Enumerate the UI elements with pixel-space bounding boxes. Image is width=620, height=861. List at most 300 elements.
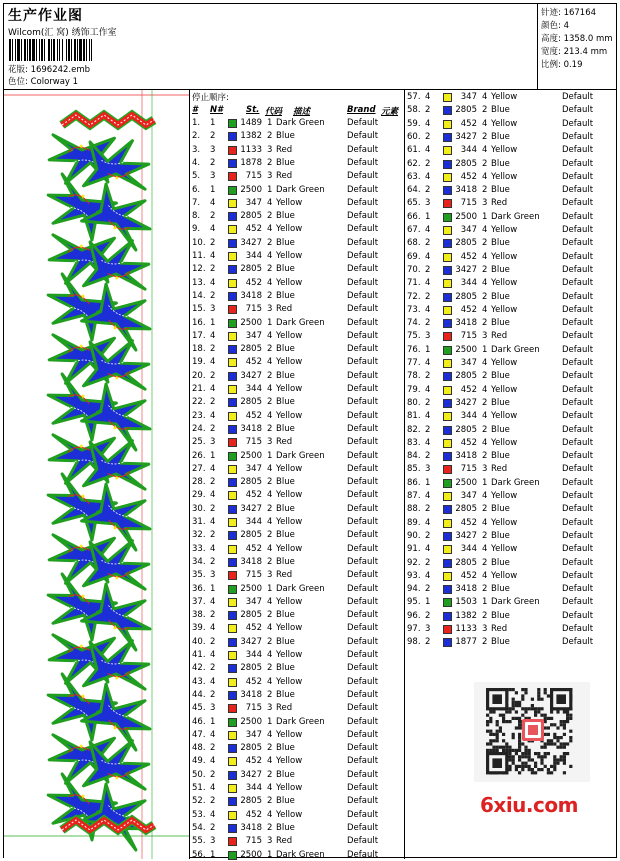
table-row	[405, 330, 616, 343]
row-stitches: 715	[245, 437, 262, 448]
row-num: 49.	[192, 756, 206, 767]
row-num: 7.	[192, 197, 201, 208]
row-num: 41.	[192, 650, 206, 660]
qr-code-image	[474, 682, 590, 782]
row-needle: 2	[425, 530, 431, 541]
table-row	[405, 463, 616, 476]
color-swatch	[228, 797, 237, 806]
color-swatch	[443, 173, 452, 182]
stop-order-label: 停止顺序:	[192, 93, 229, 103]
row-stitches: 2805	[240, 477, 262, 488]
stat-label: 高度:	[541, 34, 561, 44]
table-row	[190, 117, 404, 130]
row-num: 84.	[407, 451, 421, 462]
row-desc: Yellow	[491, 278, 518, 289]
colorway-line	[8, 75, 78, 87]
col-st-header: St.	[246, 105, 260, 115]
table-row	[405, 264, 616, 277]
row-stitches: 2805	[240, 211, 262, 222]
color-swatch	[443, 199, 452, 208]
row-num: 95.	[407, 597, 421, 608]
row-stitches: 452	[460, 384, 477, 395]
row-num: 4.	[192, 157, 201, 168]
table-row	[190, 410, 404, 423]
table-row	[405, 477, 616, 490]
row-num: 36.	[192, 583, 206, 594]
row-brand: Default	[562, 278, 594, 289]
row-stitches: 2805	[455, 238, 477, 249]
row-num: 61.	[407, 145, 421, 156]
color-swatch	[228, 186, 237, 195]
row-num: 77.	[407, 358, 421, 368]
row-desc: Dark Green	[276, 716, 325, 727]
row-stitches: 3418	[240, 556, 262, 567]
color-swatch	[443, 239, 452, 248]
row-num: 98.	[407, 637, 421, 648]
color-swatch	[443, 545, 452, 554]
row-needle: 2	[425, 371, 431, 382]
row-code: 1	[482, 211, 488, 222]
row-needle: 2	[210, 556, 216, 567]
row-stitches: 2500	[455, 211, 477, 222]
row-num: 63.	[407, 171, 421, 182]
row-desc: Blue	[276, 796, 295, 807]
table-row	[405, 490, 616, 503]
row-num: 33.	[192, 543, 206, 554]
table-row	[190, 782, 404, 795]
row-num: 22.	[192, 397, 206, 408]
row-num: 59.	[407, 118, 421, 129]
row-num: 66.	[407, 211, 421, 222]
row-stitches: 3427	[240, 237, 262, 248]
table-row	[405, 237, 616, 250]
color-swatch	[228, 664, 237, 673]
row-brand: Default	[347, 197, 379, 208]
row-desc: Yellow	[491, 92, 518, 102]
row-desc: Yellow	[276, 596, 303, 607]
row-desc: Dark Green	[276, 450, 325, 461]
row-num: 74.	[407, 318, 421, 329]
row-num: 9.	[192, 224, 201, 235]
stat-line	[541, 32, 613, 44]
table-row	[190, 543, 404, 556]
row-brand: Default	[562, 118, 594, 129]
table-row	[405, 610, 616, 623]
table-row	[405, 437, 616, 450]
row-stitches: 2500	[240, 583, 262, 594]
row-needle: 4	[425, 251, 431, 262]
row-desc: Red	[276, 570, 293, 581]
row-desc: Blue	[491, 318, 510, 329]
row-desc: Dark Green	[491, 477, 540, 488]
design-stats	[537, 4, 616, 90]
row-desc: Yellow	[491, 544, 518, 555]
row-needle: 2	[210, 796, 216, 807]
row-stitches: 3427	[455, 131, 477, 142]
row-num: 1.	[192, 118, 201, 128]
row-num: 65.	[407, 198, 421, 209]
row-code: 4	[267, 623, 273, 634]
table-row	[190, 636, 404, 649]
stat-label: 比例:	[541, 60, 561, 70]
row-code: 1	[482, 597, 488, 608]
color-swatch	[443, 146, 452, 155]
color-swatch	[228, 518, 237, 527]
row-brand: Default	[347, 144, 379, 155]
row-stitches: 344	[460, 411, 477, 422]
row-stitches: 347	[460, 491, 477, 501]
row-brand: Default	[347, 131, 379, 142]
row-num: 25.	[192, 437, 206, 448]
row-brand: Default	[562, 437, 594, 448]
row-brand: Default	[347, 410, 379, 421]
row-num: 2.	[192, 131, 201, 142]
row-stitches: 347	[460, 92, 477, 102]
row-code: 1	[482, 477, 488, 488]
row-brand: Default	[562, 411, 594, 422]
row-stitches: 1382	[455, 610, 477, 621]
row-num: 5.	[192, 171, 201, 182]
color-swatch	[443, 412, 452, 421]
row-num: 46.	[192, 716, 206, 727]
row-code: 2	[267, 237, 273, 248]
row-desc: Red	[491, 198, 508, 209]
row-desc: Blue	[491, 424, 510, 435]
row-stitches: 452	[460, 251, 477, 262]
row-code: 2	[482, 397, 488, 408]
stat-value: 213.4 mm	[560, 47, 608, 57]
row-num: 26.	[192, 450, 206, 461]
row-brand: Default	[347, 397, 379, 408]
row-needle: 4	[425, 225, 431, 235]
row-code: 3	[482, 464, 488, 475]
row-needle: 3	[210, 171, 216, 182]
row-desc: Yellow	[276, 650, 303, 660]
row-num: 58.	[407, 105, 421, 116]
row-brand: Default	[347, 636, 379, 647]
row-brand: Default	[347, 304, 379, 315]
row-code: 3	[267, 836, 273, 847]
row-brand: Default	[562, 158, 594, 169]
row-brand: Default	[562, 624, 594, 634]
table-row	[190, 516, 404, 529]
row-num: 81.	[407, 411, 421, 422]
table-row	[405, 517, 616, 530]
row-desc: Yellow	[276, 623, 303, 634]
row-needle: 4	[425, 384, 431, 395]
row-num: 44.	[192, 689, 206, 700]
color-swatch	[228, 398, 237, 407]
row-desc: Blue	[276, 822, 295, 833]
row-brand: Default	[347, 357, 379, 368]
row-desc: Dark Green	[276, 118, 325, 128]
table-row	[190, 170, 404, 183]
color-swatch	[228, 611, 237, 620]
row-brand: Default	[562, 384, 594, 395]
row-brand: Default	[347, 663, 379, 674]
row-needle: 4	[425, 411, 431, 422]
row-brand: Default	[562, 331, 594, 342]
embroidery-preview-image	[4, 90, 190, 859]
row-stitches: 452	[460, 118, 477, 129]
row-desc: Blue	[491, 185, 510, 196]
color-swatch	[228, 691, 237, 700]
row-stitches: 3418	[455, 185, 477, 196]
row-code: 2	[267, 423, 273, 434]
row-code: 4	[482, 570, 488, 581]
row-code: 1	[482, 344, 488, 355]
row-needle: 2	[210, 370, 216, 381]
row-brand: Default	[347, 157, 379, 168]
table-row	[190, 317, 404, 330]
row-code: 4	[482, 384, 488, 395]
row-desc: Dark Green	[276, 317, 325, 328]
row-code: 4	[267, 224, 273, 235]
row-num: 57.	[407, 92, 421, 102]
design-file: 1696242.emb	[30, 65, 91, 75]
row-stitches: 2805	[240, 743, 262, 754]
row-stitches: 3427	[240, 769, 262, 780]
row-needle: 4	[210, 729, 216, 740]
row-brand: Default	[347, 729, 379, 740]
row-code: 4	[482, 225, 488, 235]
row-stitches: 3427	[455, 397, 477, 408]
row-brand: Default	[347, 237, 379, 248]
color-swatch	[228, 225, 237, 234]
color-swatch	[228, 279, 237, 288]
row-num: 17.	[192, 330, 206, 341]
color-swatch	[443, 625, 452, 634]
row-stitches: 347	[245, 596, 262, 607]
row-desc: Yellow	[491, 304, 518, 315]
page-title: 生产作业图	[8, 8, 83, 24]
table-row	[190, 809, 404, 822]
table-row	[405, 357, 616, 370]
row-stitches: 344	[245, 517, 262, 527]
row-needle: 2	[210, 530, 216, 541]
row-desc: Blue	[491, 557, 510, 568]
col-num-header: #	[192, 105, 198, 115]
row-stitches: 1878	[240, 157, 262, 168]
row-stitches: 452	[460, 570, 477, 581]
row-desc: Dark Green	[276, 583, 325, 594]
row-needle: 2	[210, 743, 216, 754]
row-needle: 4	[210, 809, 216, 820]
row-num: 92.	[407, 557, 421, 568]
color-swatch	[228, 824, 237, 833]
row-code: 4	[267, 330, 273, 341]
row-desc: Yellow	[276, 783, 303, 793]
row-num: 12.	[192, 264, 206, 275]
row-needle: 2	[425, 264, 431, 275]
col-brand-header: Brand	[347, 105, 376, 115]
table-row	[190, 795, 404, 808]
row-brand: Default	[562, 637, 594, 648]
row-stitches: 1382	[240, 131, 262, 142]
row-needle: 2	[425, 637, 431, 648]
table-row	[405, 636, 616, 649]
row-desc: Yellow	[276, 490, 303, 501]
table-row	[405, 596, 616, 609]
row-num: 15.	[192, 304, 206, 315]
table-row	[190, 503, 404, 516]
row-code: 2	[267, 264, 273, 275]
row-desc: Yellow	[491, 251, 518, 262]
row-code: 1	[267, 450, 273, 461]
row-needle: 4	[210, 490, 216, 501]
table-row	[405, 557, 616, 570]
row-stitches: 452	[245, 224, 262, 235]
row-brand: Default	[347, 477, 379, 488]
table-row	[405, 251, 616, 264]
table-row	[190, 197, 404, 210]
row-brand: Default	[562, 344, 594, 355]
row-needle: 4	[425, 570, 431, 581]
row-needle: 3	[210, 836, 216, 847]
table-row	[405, 158, 616, 171]
row-needle: 4	[425, 278, 431, 289]
row-desc: Blue	[491, 291, 510, 302]
row-brand: Default	[562, 570, 594, 581]
row-code: 4	[482, 544, 488, 555]
table-row	[405, 171, 616, 184]
row-needle: 3	[210, 144, 216, 155]
row-num: 86.	[407, 477, 421, 488]
row-needle: 2	[210, 344, 216, 355]
row-stitches: 3427	[240, 503, 262, 514]
row-num: 60.	[407, 131, 421, 142]
row-brand: Default	[347, 224, 379, 235]
row-num: 47.	[192, 729, 206, 740]
row-needle: 1	[210, 118, 216, 128]
row-desc: Red	[491, 331, 508, 342]
stat-line	[541, 45, 607, 57]
row-desc: Yellow	[276, 756, 303, 767]
row-brand: Default	[562, 185, 594, 196]
row-desc: Blue	[491, 131, 510, 142]
row-needle: 4	[210, 517, 216, 527]
row-needle: 4	[425, 544, 431, 555]
row-code: 4	[482, 145, 488, 156]
row-stitches: 1133	[240, 144, 262, 155]
row-desc: Blue	[276, 423, 295, 434]
row-code: 1	[267, 583, 273, 594]
row-needle: 1	[210, 317, 216, 328]
row-needle: 4	[210, 277, 216, 288]
row-brand: Default	[347, 650, 379, 660]
row-num: 52.	[192, 796, 206, 807]
table-row	[405, 291, 616, 304]
table-row	[190, 822, 404, 835]
row-needle: 2	[425, 131, 431, 142]
table-row	[190, 290, 404, 303]
row-code: 1	[267, 317, 273, 328]
row-brand: Default	[562, 451, 594, 462]
row-num: 10.	[192, 237, 206, 248]
color-swatch	[228, 678, 237, 687]
row-code: 4	[482, 251, 488, 262]
row-code: 4	[267, 410, 273, 421]
row-desc: Blue	[491, 504, 510, 515]
row-code: 4	[267, 490, 273, 501]
row-num: 78.	[407, 371, 421, 382]
row-num: 8.	[192, 211, 201, 222]
row-num: 18.	[192, 344, 206, 355]
row-num: 93.	[407, 570, 421, 581]
table-row	[190, 716, 404, 729]
row-brand: Default	[347, 570, 379, 581]
color-swatch	[443, 213, 452, 222]
table-row	[190, 609, 404, 622]
color-swatch	[228, 585, 237, 594]
row-brand: Default	[347, 437, 379, 448]
row-brand: Default	[347, 344, 379, 355]
row-desc: Red	[276, 836, 293, 847]
row-code: 2	[482, 185, 488, 196]
production-worksheet	[3, 3, 617, 858]
row-code: 4	[267, 463, 273, 474]
row-stitches: 1877	[455, 637, 477, 648]
row-needle: 4	[210, 650, 216, 660]
row-desc: Yellow	[276, 410, 303, 421]
row-stitches: 344	[460, 145, 477, 156]
color-swatch	[443, 386, 452, 395]
row-desc: Yellow	[276, 384, 303, 394]
row-num: 21.	[192, 384, 206, 394]
table-row	[405, 503, 616, 516]
row-needle: 1	[425, 211, 431, 222]
row-brand: Default	[562, 225, 594, 235]
row-code: 4	[267, 251, 273, 261]
row-stitches: 347	[460, 358, 477, 368]
row-code: 4	[267, 676, 273, 687]
row-desc: Blue	[276, 397, 295, 408]
row-stitches: 2805	[455, 291, 477, 302]
row-desc: Yellow	[491, 384, 518, 395]
row-code: 2	[267, 211, 273, 222]
row-desc: Yellow	[276, 197, 303, 208]
table-row	[405, 211, 616, 224]
company-name: Wilcom(汇 窝) 绣饰工作室	[8, 28, 117, 38]
row-desc: Yellow	[276, 543, 303, 554]
color-swatch	[228, 345, 237, 354]
color-swatch	[443, 279, 452, 288]
color-swatch	[443, 266, 452, 275]
row-brand: Default	[562, 304, 594, 315]
row-code: 3	[267, 144, 273, 155]
row-stitches: 3427	[455, 264, 477, 275]
row-code: 4	[482, 171, 488, 182]
row-stitches: 715	[245, 570, 262, 581]
col-element-header: 元素	[381, 107, 399, 117]
row-brand: Default	[562, 105, 594, 116]
color-swatch	[228, 718, 237, 727]
row-needle: 2	[210, 211, 216, 222]
table-row	[405, 304, 616, 317]
color-swatch	[228, 212, 237, 221]
color-swatch	[443, 359, 452, 368]
row-brand: Default	[347, 277, 379, 288]
row-brand: Default	[347, 290, 379, 301]
design-file-label: 花版:	[8, 65, 28, 75]
row-code: 2	[482, 557, 488, 568]
row-num: 35.	[192, 570, 206, 581]
row-needle: 4	[210, 623, 216, 634]
row-desc: Red	[276, 703, 293, 714]
row-brand: Default	[562, 504, 594, 515]
row-desc: Yellow	[491, 225, 518, 235]
row-desc: Dark Green	[491, 211, 540, 222]
